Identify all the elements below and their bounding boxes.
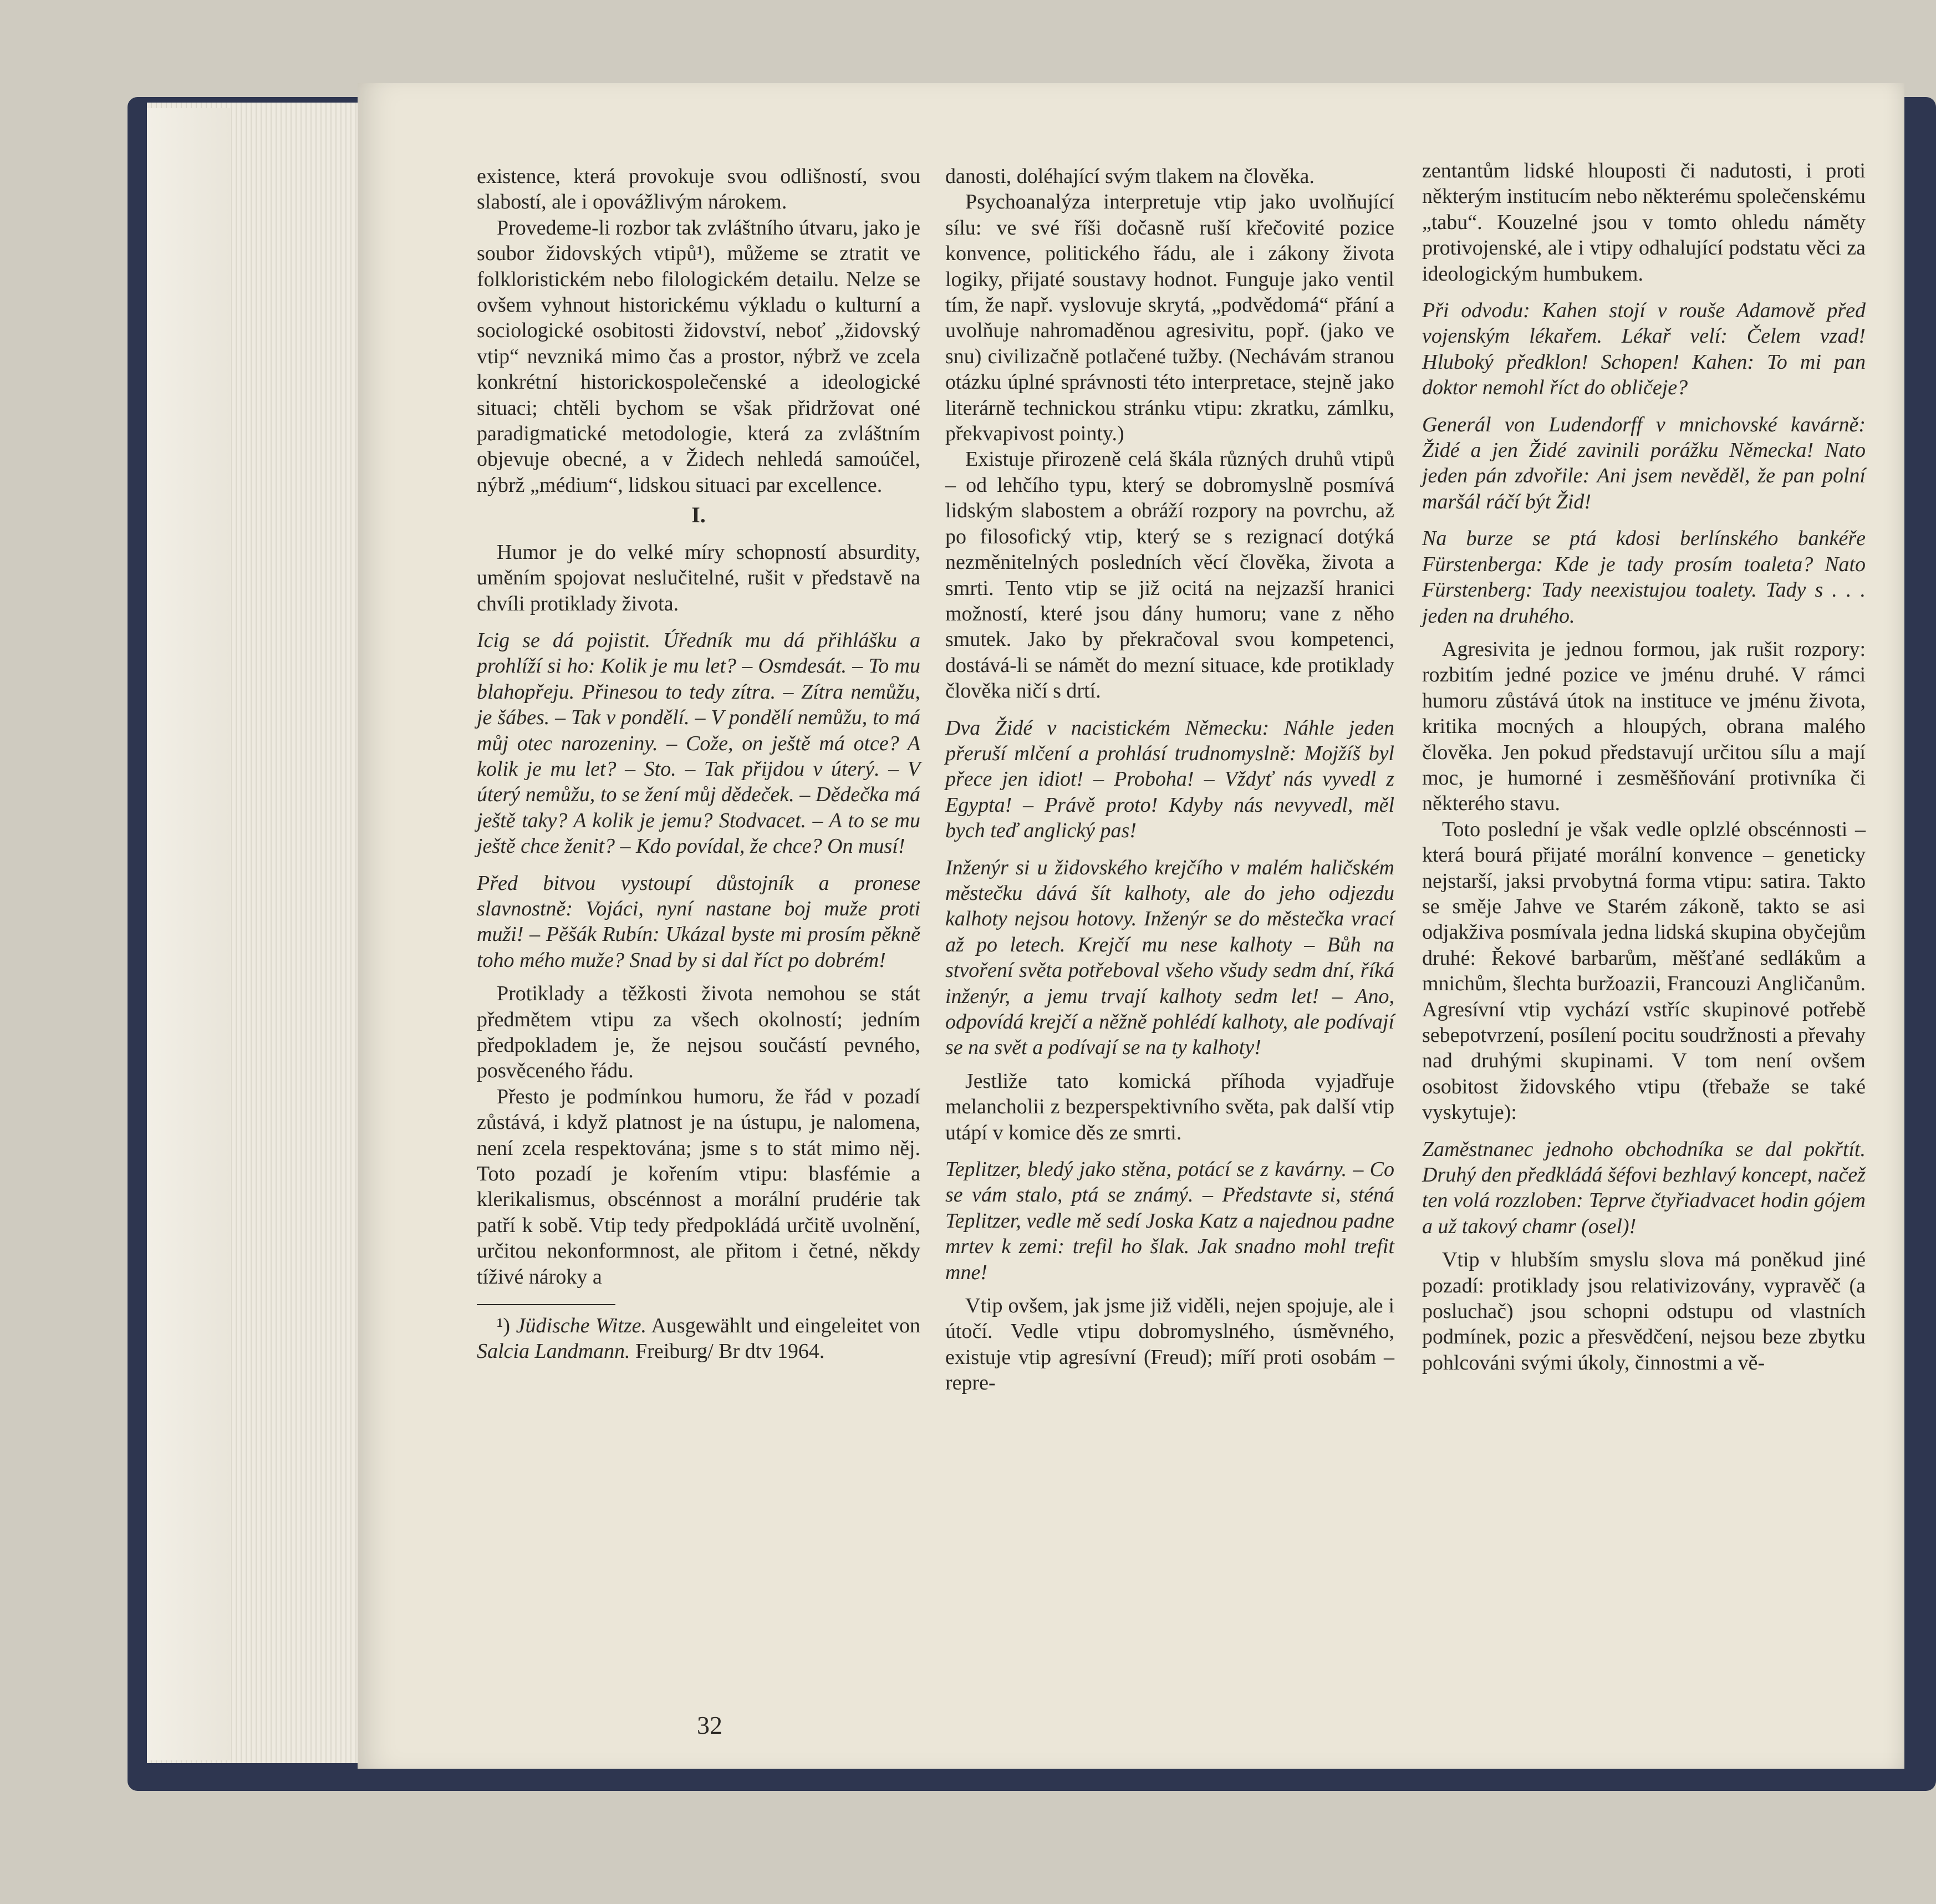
joke-text: Generál von Ludendorff v mnichovské kavárně: Židé a jen Židé zavinili porážku Německa! Nato jeden pán zdvořile: Ani jsem nevěděl, že pan polní maršál ráčí být Žid! (1422, 413, 1866, 513)
footnote-title: Jüdische Witze. (516, 1314, 646, 1338)
joke-text: Na burze se ptá kdosi berlínského bankéře Fürstenberga: Kde je tady prosím toaleta? Nato Fürstenberg: Tady neexistujou toalety. Tady s . . . jeden na druhého. (1422, 527, 1866, 628)
joke-text: Teplitzer, bledý jako stěna, potácí se z kavárny. – Co se vám stalo, ptá se známý. – Představte si, sténá Teplitzer, vedle mě sedí Joska Katz a najednou padne mrtev k zemi: trefil ho šlak. Jak snadno mohl trefit mne! (945, 1158, 1394, 1284)
paragraph: existence, která provokuje svou odlišností, svou slabostí, ale i opovážlivým nárokem. (477, 165, 920, 214)
paragraph: zentantům lidské hlouposti či nadutosti, i proti některým institucím nebo některému společenskému „tabu“. Kouzelné jsou v tomto ohledu náměty protivojenské, ale i vtipy odhalující podstatu věci za ideologickým humbukem. (1422, 159, 1866, 286)
paragraph: Psychoanalýza interpretuje vtip jako uvolňující sílu: ve své říši dočasně ruší křečovité pozice konvence, politického řádu, ale i zákony života logiky, přijaté soustavy hodnot. Funguje jako ventil tím, že např. vyslovuje skrytá, „podvědomá“ přání a uvolňuje nahromaděnou agresivitu, popř. (jako ve snu) civilizačně potlačené tužby. (Nechávám stranou otázku úplné správnosti této interpretace, stejně jako literárně technickou stránku vtipu: zkratku, zámlku, překvapivost pointy.) (945, 190, 1394, 446)
footnote-mark: ¹) (497, 1314, 511, 1338)
paragraph: Provedeme-li rozbor tak zvláštního útvaru, jako je soubor židovských vtipů¹), můžeme se ztratit ve folkloristickém nebo filologickém detailu. Nelze se ovšem vyhnout historickému výkladu o kulturní a sociologické osobitosti židovství, neboť „židovský vtip“ nevzniká mimo čas a prostor, nýbrž ve zcela konkrétní historickospolečenské a ideologické situaci; chtěli bychom se však přidržovat oné paradigmatické metodologie, která za zvláštním objevuje obecné, a v Židech nehledá samoúčel, nýbrž „médium“, lidskou situaci par excellence. (477, 216, 920, 497)
paragraph: Agresivita je jednou formou, jak rušit rozpory: rozbitím jedné pozice ve jménu druhé. V rámci humoru zůstává útok na instituce ve jménu života, kritika mocných a hloupých, obrana malého člověka. Jen pokud představují určitou sílu a mají moc, je humorné i zesměšňování protivníka či některého stavu. (1422, 637, 1866, 816)
paragraph: Existuje přirozeně celá škála různých druhů vtipů – od lehčího typu, který se dobromyslně posmívá lidským slabostem a obráží rozpory na povrchu, až po filosofický vtip, který se s rezignací dotýká nezměnitelných posledních věcí člověka, života a smrti. Tento vtip se již ocitá na nejzazší hranici možností, které jsou dány humoru; vane z něho smutek. Jako by překračoval svou kompetenci, dostává-li se námět do mezní situace, kde protiklady člověka ničí s drtí. (945, 447, 1394, 703)
joke-text: Icig se dá pojistit. Úředník mu dá přihlášku a prohlíží si ho: Kolik je mu let? – Osmdesát. – To mu blahopřeju. Přinesou to tedy zítra. – Zítra nemůžu, je šábes. – Tak v pondělí. – V pondělí nemůžu, to má můj otec narozeniny. – Cože, on ještě má otce? A kolik je mu let? – Sto. – Tak přijdou v úterý. – V úterý nemůžu, to se žení můj dědeček. – Dědečka má ještě taky? A kolik je jemu? Stodvacet. – A to se mu ještě chce ženit? – Kdo povídal, že chce? On musí! (477, 628, 920, 858)
text-column-3 (1422, 158, 1866, 1376)
footnote-text: Ausgewählt und eingeleitet von (651, 1314, 921, 1338)
flyleaf (147, 108, 230, 1760)
footnote-text: Freiburg/ Br dtv 1964. (635, 1340, 825, 1363)
text-column-2 (945, 164, 1394, 1396)
joke-text: Zaměstnanec jednoho obchodníka se dal pokřtít. Druhý den předkládá šéfovi bezhlavý koncept, načež ten volá rozzloben: Teprve čtyřiadvacet hodin gójem a už takový chamr (osel)! (1422, 1137, 1866, 1238)
section-heading: I. (691, 502, 706, 528)
text-column-1 (477, 164, 920, 1365)
joke-text: Dva Židé v nacistickém Německu: Náhle jeden přeruší mlčení a prohlásí trudnomyslně: Mojžíš byl přece jen idiot! – Proboha! – Vždyť nás vyvedl z Egypta! – Právě proto! Kdyby nás nevyvedl, měl bych teď anglický pas! (945, 716, 1394, 843)
paragraph: danosti, doléhající svým tlakem na člověka. (945, 165, 1315, 188)
paragraph: Toto poslední je však vedle oplzlé obscénnosti – která bourá přijaté morální konvence – geneticky nejstarší, jaksi prvobytná forma vtipu: satira. Takto se směje Jahve ve Starém zákoně, takto se asi odjakživa posmívala jedna lidská skupina obyčejům druhé: Řekové barbarům, měšťané sedlákům a mnichům, šlechta buržoazii, Francouzi Angličanům. Agresívní vtip vychází vstříc skupinové potřebě sebepotvrzení, posílení pocitu soudržnosti a převahy nad druhými skupinami. V tom není ovšem osobitost židovského vtipu (třebaže se také vyskytuje): (1422, 817, 1866, 1124)
footnote (477, 1313, 920, 1365)
paragraph: Jestliže tato komická příhoda vyjadřuje melancholii z bezperspektivního světa, pak další vtip utápí v komice děs ze smrti. (945, 1069, 1394, 1144)
paragraph: Vtip ovšem, jak jsme již viděli, nejen spojuje, ale i útočí. Vedle vtipu dobromyslného, úsměvného, existuje vtip agresívní (Freud); míří proti osobám – repre- (945, 1294, 1394, 1395)
joke-text: Inženýr si u židovského krejčího v malém haličském městečku dává šít kalhoty, ale do jeho odjezdu kalhoty nejsou hotovy. Inženýr se do městečka vrací až po letech. Krejčí mu nese kalhoty – Bůh na stvoření světa potřeboval všeho všudy sedm dní, říká inženýr, a jemu trvají kalhoty sedm let! – Ano, odpovídá krejčí a něžně pohlédí kalhoty, ale podívají se na svět a podívají se na ty kalhoty! (945, 856, 1394, 1060)
paragraph: Přesto je podmínkou humoru, že řád v pozadí zůstává, i když platnost je na ústupu, je nalomena, není zcela respektována; jsme s to stát mimo něj. Toto pozadí je kořením vtipu: blasfémie a klerikalismus, obscénnost a morální prudérie tak patří k sobě. Vtip tedy předpokládá určitě uvolnění, určitou nekonformnost, ale přitom i četné, někdy tíživé nároky a (477, 1085, 920, 1289)
paragraph: Humor je do velké míry schopností absurdity, uměním spojovat neslučitelné, rušit v představě na chvíli protiklady života. (477, 540, 920, 615)
footnote-author: Salcia Landmann. (477, 1340, 630, 1363)
footnote-rule (477, 1304, 615, 1305)
joke-text: Při odvodu: Kahen stojí v rouše Adamově před vojenským lékařem. Lékař velí: Čelem vzad! Hluboký předklon! Schopen! Kahen: To mi pan doktor nemohl říct do obličeje? (1422, 299, 1866, 400)
joke-text: Před bitvou vystoupí důstojník a pronese slavnostně: Vojáci, nyní nastane boj muže proti muži! – Pěšák Rubín: Ukázal byste mi prosím pěkně toho mého muže? Snad by si dal říct po dobrém! (477, 871, 920, 972)
paragraph: Vtip v hlubším smyslu slova má poněkud jiné pozadí: protiklady jsou relativizovány, vypravěč (a posluchač) jsou schopni odstupu od vlastních podmínek, pozic a přesvědčení, nejsou beze zbytku pohlcováni svými úkoly, činnostmi a vě- (1422, 1248, 1866, 1374)
paragraph: Protiklady a těžkosti života nemohou se stát předmětem vtipu za všech okolností; jedním předpokladem je, že nejsou součástí pevného, posvěceného řádu. (477, 982, 920, 1083)
page-number: 32 (697, 1711, 722, 1739)
